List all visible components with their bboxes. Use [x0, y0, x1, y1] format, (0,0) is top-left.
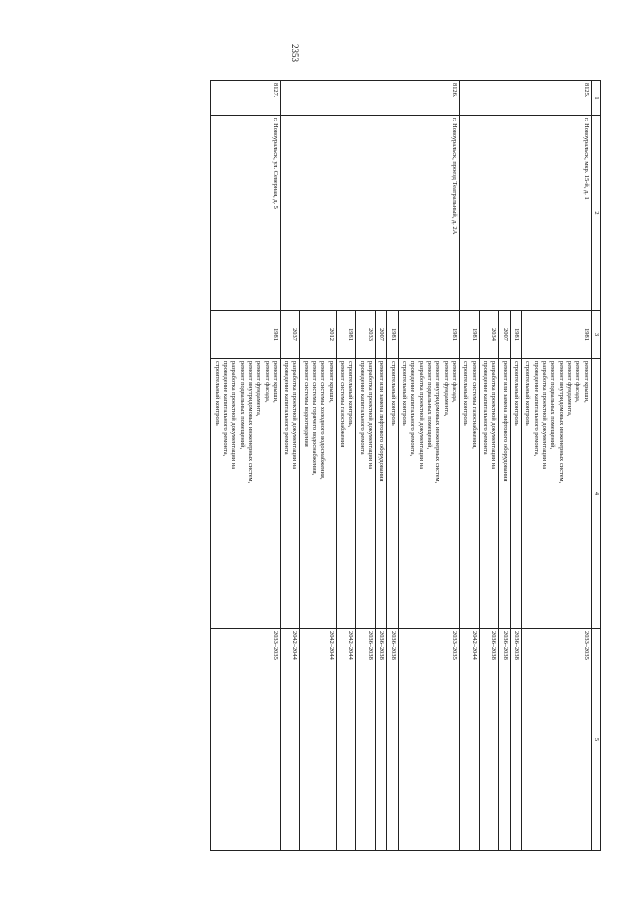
year-cell: 2007	[376, 311, 387, 359]
table-body	[211, 81, 591, 851]
work-item: проведение капитального ремонта,	[221, 361, 229, 457]
works-cell	[398, 359, 459, 629]
year-cell: 1981	[336, 311, 356, 359]
work-item: ремонт фасада,	[451, 361, 459, 403]
year-cell: 2034	[479, 311, 499, 359]
period-cell: 2033–2035	[211, 629, 281, 851]
work-item: ремонт системы газоснабжения	[339, 361, 347, 448]
work-item: строительный контроль	[401, 361, 409, 426]
works-cell	[522, 359, 592, 629]
year-cell: 1981	[387, 311, 398, 359]
page-number-text: 2353	[290, 44, 300, 62]
object-number-cell: 8126.	[280, 81, 459, 116]
work-item: ремонт фундамента,	[255, 361, 263, 417]
work-item: ремонт крыши,	[271, 361, 279, 403]
works-cell	[280, 359, 300, 629]
period-cell: 2042–2044	[280, 629, 300, 851]
period-cell: 2042–2044	[460, 629, 480, 851]
work-item: ремонт подвальных помещений,	[426, 361, 434, 450]
work-item: ремонт внутридомовых инженерных систем,	[434, 361, 442, 484]
header-col-1: 1	[591, 81, 600, 116]
period-cell: 2036–2038	[356, 629, 376, 851]
period-cell: 2042–2044	[300, 629, 336, 851]
works-cell	[460, 359, 480, 629]
repair-schedule-table	[210, 80, 601, 851]
work-item: разработка проектной документации на	[367, 361, 375, 470]
header-col-5: 5	[591, 629, 600, 851]
work-item: проведение капитального ремонта,	[532, 361, 540, 457]
work-item: строительный контроль	[513, 361, 521, 426]
year-cell: 1981	[460, 311, 480, 359]
work-item: ремонт фундамента,	[566, 361, 574, 417]
year-cell: 1981	[522, 311, 592, 359]
period-cell: 2036–2038	[510, 629, 521, 851]
page-number	[290, 44, 340, 62]
year-cell: 2033	[356, 311, 376, 359]
period-cell: 2033–2035	[522, 629, 592, 851]
object-number-cell: 8125.	[460, 81, 592, 116]
header-row	[591, 81, 600, 851]
year-cell: 2037	[280, 311, 300, 359]
works-cell	[376, 359, 387, 629]
work-item: строительный контроль,	[347, 361, 355, 428]
work-item: ремонт или замена лифтового оборудования	[501, 361, 509, 482]
work-item: ремонт внутридомовых инженерных систем,	[246, 361, 254, 484]
work-item: ремонт системы водоотведения	[302, 361, 310, 447]
work-item: разработка проектной документации на	[541, 361, 549, 470]
works-cell	[499, 359, 510, 629]
work-item: ремонт крыши,	[582, 361, 590, 403]
works-cell	[211, 359, 281, 629]
work-item: ремонт крыши,	[327, 361, 335, 403]
work-item: ремонт подвальных помещений,	[238, 361, 246, 450]
works-cell	[300, 359, 336, 629]
address-cell: г. Новоуральск, мкр. 15-й, д. 1	[460, 116, 592, 311]
address-cell: г. Новоуральск, проезд Театральный, д. 2А	[280, 116, 459, 311]
period-cell: 2036–2038	[499, 629, 510, 851]
works-cell	[510, 359, 521, 629]
work-item: разработка проектной документации на	[230, 361, 238, 470]
period-cell: 2036–2038	[387, 629, 398, 851]
table-row	[398, 81, 459, 851]
object-number-cell: 8127.	[211, 81, 281, 116]
header-col-3: 3	[591, 311, 600, 359]
period-cell: 2036–2038	[376, 629, 387, 851]
table-row	[211, 81, 281, 851]
works-cell	[387, 359, 398, 629]
work-item: ремонт внутридомовых инженерных систем,	[557, 361, 565, 484]
work-item: строительный контроль	[213, 361, 221, 426]
work-item: ремонт или замена лифтового оборудования	[378, 361, 386, 482]
works-cell	[336, 359, 356, 629]
period-cell: 2036–2038	[479, 629, 499, 851]
work-item: ремонт системы горячего водоснабжения,	[311, 361, 319, 476]
table-row	[522, 81, 592, 851]
period-cell: 2033–2035	[398, 629, 459, 851]
work-item: ремонт подвальных помещений,	[549, 361, 557, 450]
year-cell: 2007	[499, 311, 510, 359]
works-cell	[479, 359, 499, 629]
works-cell	[356, 359, 376, 629]
work-item: строительный контроль	[462, 361, 470, 426]
address-cell: г. Новоуральск, ул. Северная, д. 5	[211, 116, 281, 311]
year-cell: 1981	[510, 311, 521, 359]
work-item: разработка проектной документации на	[490, 361, 498, 470]
work-item: ремонт системы газоснабжения,	[470, 361, 478, 449]
year-cell: 2012	[300, 311, 336, 359]
repair-schedule-table-container	[89, 80, 601, 850]
work-item: строительный контроль	[524, 361, 532, 426]
work-item: проведение капитального ремонта,	[409, 361, 417, 457]
year-cell: 1981	[398, 311, 459, 359]
work-item: проведение капитального ремонта	[358, 361, 366, 455]
header-col-2: 2	[591, 116, 600, 311]
work-item: строительный контроль	[389, 361, 397, 426]
period-cell: 2042–2044	[336, 629, 356, 851]
work-item: разработка проектной документации на	[417, 361, 425, 470]
year-cell: 1981	[211, 311, 281, 359]
work-item: проведение капитального ремонта	[283, 361, 291, 455]
work-item: проведение капитального ремонта	[482, 361, 490, 455]
work-item: ремонт фундамента,	[442, 361, 450, 417]
work-item: ремонт фасада,	[263, 361, 271, 403]
header-col-4: 4	[591, 359, 600, 629]
work-item: разработка проектной документации на	[291, 361, 299, 470]
work-item: ремонт фасада,	[574, 361, 582, 403]
work-item: ремонт системы холодного водоснабжения,	[319, 361, 327, 480]
